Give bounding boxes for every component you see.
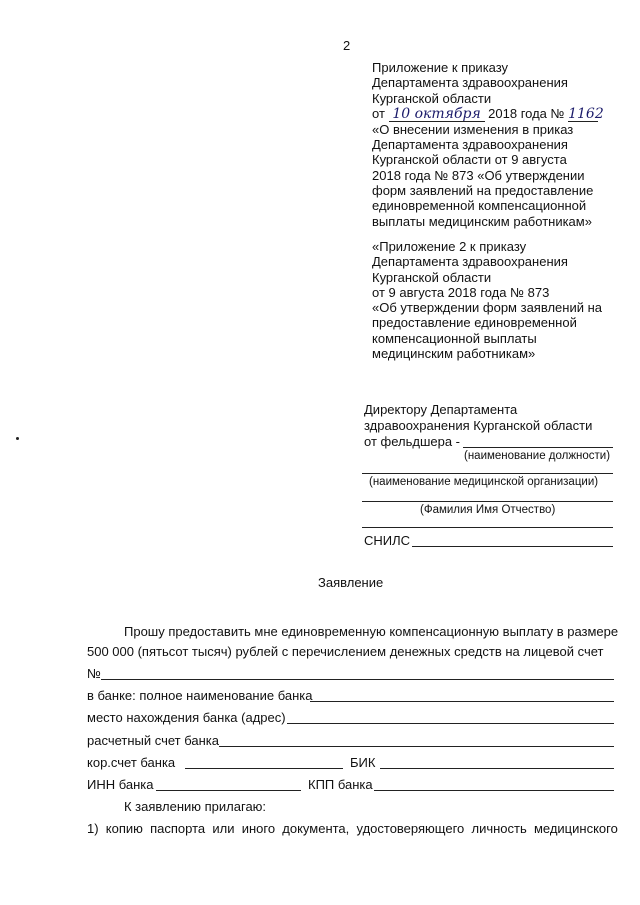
appendix-line-3: Курганской области (372, 90, 492, 106)
appendix-date-line (372, 105, 604, 122)
appendix2-line-4: от 9 августа 2018 года № 873 (372, 284, 550, 300)
binding-dot (16, 437, 19, 440)
settlement-field[interactable] (219, 746, 614, 747)
appendix-block (372, 60, 604, 229)
body-para-1: Прошу предоставить мне единовременную компенсационную выплату в размере (124, 624, 619, 639)
bank-field[interactable] (310, 701, 614, 702)
inn-field[interactable] (156, 790, 301, 791)
corr-field[interactable] (185, 768, 343, 769)
bik-field[interactable] (380, 768, 614, 769)
appendix-line-7: Курганской области от 9 августа (372, 152, 567, 168)
appendix2-line-3: Курганской области (372, 269, 492, 285)
appendix-line-2: Департамента здравоохранения (372, 75, 568, 91)
kpp-label: КПП банка (308, 777, 373, 792)
appendix2-line-6: предоставление единовременной (372, 315, 577, 331)
appendix2-line-1: «Приложение 2 к приказу (372, 239, 527, 254)
corr-label: кор.счет банка (87, 755, 176, 770)
handwritten-number: 1162 (568, 105, 604, 122)
page-number: 2 (343, 38, 351, 53)
bank-label: в банке: полное наименование банка (87, 688, 313, 703)
addressee-line-2: здравоохранения Курганской области (364, 418, 593, 433)
snils-label: СНИЛС (364, 533, 411, 548)
appendix-line-11: выплаты медицинским работникам» (372, 213, 592, 229)
date-prefix: от (372, 105, 385, 121)
appendix2-line-5: «Об утверждении форм заявлений на (372, 300, 602, 316)
position-hint: (наименование должности) (464, 450, 611, 462)
appendix-line-6: Департамента здравоохранения (372, 137, 568, 153)
extra-field[interactable] (362, 527, 613, 528)
from-label: от фельдшера - (364, 434, 461, 449)
account-label: № (87, 666, 101, 681)
handwritten-date: 10 октября (389, 108, 485, 122)
appendix-line-9: форм заявлений на предоставление (372, 183, 594, 199)
name-field[interactable] (362, 501, 613, 502)
appendix2-line-8: медицинским работникам» (372, 346, 536, 362)
appendix2-line-2: Департамента здравоохранения (372, 254, 568, 270)
position-field[interactable] (463, 447, 613, 448)
appendix2-line-7: компенсационной выплаты (372, 330, 537, 346)
appendix-line-1: Приложение к приказу (372, 60, 509, 75)
addressee-line-1: Директору Департамента (364, 402, 518, 417)
settlement-label: расчетный счет банка (87, 733, 219, 748)
inn-label: ИНН банка (87, 777, 154, 792)
appendix2-block (372, 239, 602, 361)
appendix-line-8: 2018 года № 873 «Об утверждении (372, 167, 585, 183)
account-field[interactable] (101, 679, 614, 680)
date-year: 2018 года № (488, 105, 565, 121)
bank-address-field[interactable] (287, 723, 614, 724)
document-title: Заявление (318, 575, 384, 590)
appendix-line-10: единовременной компенсационной (372, 198, 587, 214)
name-hint: (Фамилия Имя Отчество) (420, 504, 556, 516)
body-para-2: 500 000 (пятьсот тысяч) рублей с перечислением денежных средств на лицевой счет (87, 644, 604, 659)
attach-item-1: 1) копию паспорта или иного документа, удостоверяющего личность медицинского (87, 821, 618, 836)
org-field[interactable] (362, 473, 613, 474)
bik-label: БИК (350, 755, 376, 770)
bank-address-label: место нахождения банка (адрес) (87, 710, 286, 725)
attach-label: К заявлению прилагаю: (124, 799, 267, 814)
appendix-line-5: «О внесении изменения в приказ (372, 121, 574, 137)
kpp-field[interactable] (374, 790, 614, 791)
snils-field[interactable] (412, 546, 613, 547)
org-hint: (наименование медицинской организации) (369, 476, 599, 488)
